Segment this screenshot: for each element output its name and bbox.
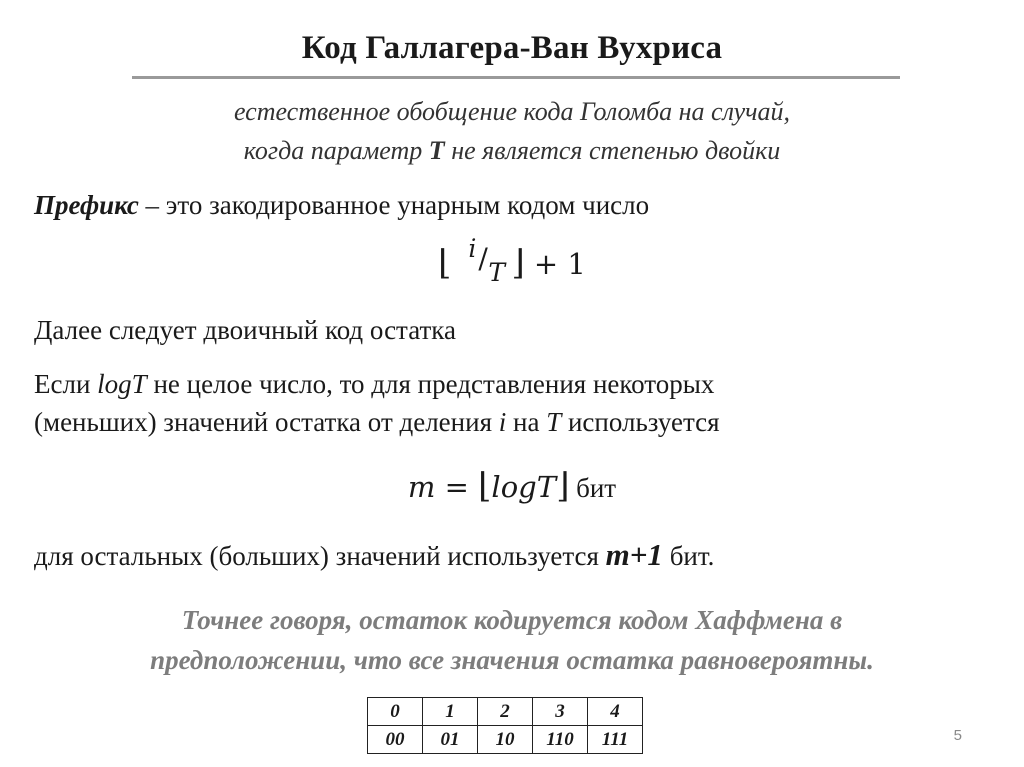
text: Если bbox=[34, 369, 98, 399]
m-plus-one: m+1 bbox=[605, 537, 663, 572]
table-cell: 110 bbox=[533, 726, 588, 754]
table-cell: 4 bbox=[588, 698, 643, 726]
table-row bbox=[368, 726, 643, 754]
fraction-numerator: i bbox=[468, 234, 477, 263]
remainder-line: Далее следует двоичный код остатка bbox=[34, 315, 456, 345]
table-cell: 10 bbox=[478, 726, 533, 754]
table-cell: 3 bbox=[533, 698, 588, 726]
table-cell: 00 bbox=[368, 726, 423, 754]
subtitle-text: когда параметр bbox=[243, 136, 429, 165]
subtitle-parameter-t: T bbox=[428, 136, 445, 165]
variable-m: m bbox=[407, 470, 436, 504]
table-cell: 2 bbox=[478, 698, 533, 726]
fraction-i-over-t bbox=[451, 234, 511, 292]
prefix-definition: – это закодированное унарным кодом число bbox=[138, 190, 650, 220]
text: (меньших) значений остатка от деления bbox=[34, 407, 499, 437]
prefix-formula bbox=[0, 234, 1024, 292]
condition-line-2 bbox=[34, 403, 720, 441]
huffman-line-1: Точнее говоря, остаток кодируется кодом Хаффмена в bbox=[181, 605, 843, 635]
floor-right-symbol: ⌋ bbox=[511, 243, 525, 283]
floor-left-symbol: ⌊ bbox=[438, 243, 452, 283]
fraction-slash: / bbox=[478, 242, 488, 275]
huffman-note bbox=[0, 600, 1024, 680]
log-t: logT bbox=[491, 470, 557, 504]
subtitle-line-1: естественное обобщение кода Голомба на случай, bbox=[233, 97, 791, 126]
text: используется bbox=[561, 407, 720, 437]
prefix-term: Префикс bbox=[34, 190, 139, 220]
condition-line-1 bbox=[34, 365, 714, 403]
subtitle bbox=[0, 92, 1024, 170]
bits-formula bbox=[0, 466, 1024, 506]
floor-right-symbol: ⌋ bbox=[556, 466, 570, 506]
prefix-line bbox=[34, 186, 649, 224]
page-number: 5 bbox=[953, 727, 962, 744]
plus-one: + 1 bbox=[524, 247, 586, 281]
fraction-denominator: T bbox=[488, 258, 506, 287]
subtitle-line-2 bbox=[0, 131, 1024, 170]
slide-title: Код Галлагера-Ван Вухриса bbox=[301, 30, 723, 66]
unit-bit: бит bbox=[569, 473, 617, 503]
rest-values-line bbox=[34, 536, 714, 575]
text: на bbox=[506, 407, 547, 437]
subtitle-text: не является степенью двойки bbox=[444, 136, 781, 165]
text: для остальных (больших) значений используется bbox=[34, 541, 606, 571]
variable-t: T bbox=[546, 407, 562, 437]
table-cell: 111 bbox=[588, 726, 643, 754]
table-row bbox=[368, 698, 643, 726]
text: бит. bbox=[662, 541, 715, 571]
code-table bbox=[367, 697, 643, 754]
floor-left-symbol: ⌊ bbox=[478, 466, 492, 506]
log-t: logT bbox=[97, 369, 147, 399]
huffman-line-2: предположении, что все значения остатка равновероятны. bbox=[150, 645, 874, 675]
table-cell: 1 bbox=[423, 698, 478, 726]
equals-sign: = bbox=[435, 470, 479, 504]
title-divider bbox=[132, 76, 900, 79]
text: не целое число, то для представления некоторых bbox=[146, 369, 715, 399]
table-cell: 0 bbox=[368, 698, 423, 726]
variable-i: i bbox=[498, 407, 507, 437]
table-cell: 01 bbox=[423, 726, 478, 754]
